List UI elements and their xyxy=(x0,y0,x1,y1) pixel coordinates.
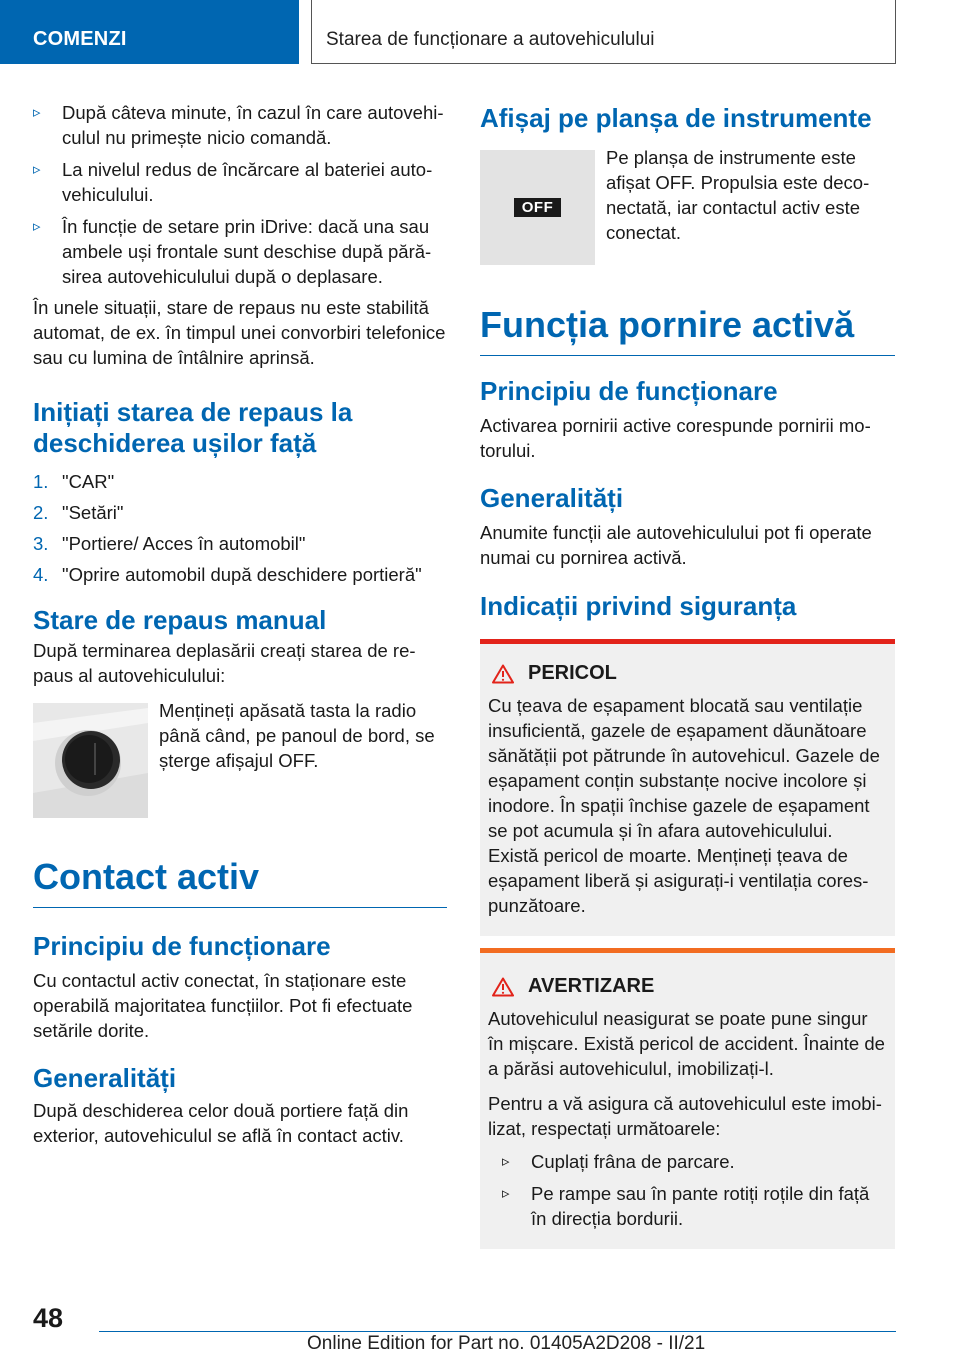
heading-display: Afișaj pe planșa de instrumente xyxy=(480,103,872,133)
chapter-title: Starea de funcționare a autovehiculului xyxy=(311,0,896,64)
left-column xyxy=(33,100,447,1148)
footer-divider xyxy=(99,1331,896,1332)
step-item: 2. "Setări" xyxy=(33,502,124,523)
section-tab: COMENZI xyxy=(0,0,299,64)
list-item: ▹ Cuplați frâna de parcare. xyxy=(502,1151,735,1172)
triangle-bullet-icon: ▹ xyxy=(502,1185,510,1202)
list-item: ▹ În funcție de setare prin iDrive: dacă una sau ambele uși frontale sunt deschise după părăsirea autovehiculului după o deplasare. xyxy=(33,216,432,287)
radio-button-instruction: Mențineți apăsată tasta la radio până când, pe panoul de bord, se șterge afișajul OFF. xyxy=(159,700,435,771)
steps-list xyxy=(33,469,447,587)
heading-safety: Indicații privind siguranța xyxy=(480,591,797,621)
list-item: ▹ La nivelul redus de încărcare al bateriei autovehiculului. xyxy=(33,159,433,205)
warning-triangle-icon xyxy=(492,977,514,997)
warning-title: AVERTIZARE xyxy=(488,975,887,998)
heading-init-sleep: Inițiați starea de repaus la deschiderea ușilor față xyxy=(33,397,353,458)
triangle-bullet-icon: ▹ xyxy=(33,161,41,178)
triangle-bullet-icon: ▹ xyxy=(33,104,41,121)
warning-text-1: Autovehiculul neasigurat se poate pune singur în mișcare. Există pericol de accident. Înainte de a părăsi autovehiculul, imobilizați-l. xyxy=(488,1008,885,1079)
step-item: 3. "Portiere/ Acces în automobil" xyxy=(33,533,306,554)
step-item: 4. "Oprire automobil după deschidere portieră" xyxy=(33,564,422,585)
warning-triangle-icon xyxy=(492,664,514,684)
list-item: ▹ Pe rampe sau în pante rotiți roțile din față în direcția bordurii. xyxy=(502,1183,870,1229)
edition-footer: Online Edition for Part no. 01405A2D208 - II/21 xyxy=(307,1333,706,1354)
triangle-bullet-icon: ▹ xyxy=(502,1153,510,1170)
list-item: ▹ După câteva minute, în cazul în care autovehiculul nu primește nicio comandă. xyxy=(33,102,444,148)
warning-bullets xyxy=(488,1149,887,1231)
heading-general-left: Generalități xyxy=(33,1063,177,1093)
off-display-image xyxy=(480,150,595,265)
danger-text: Cu țeava de eșapament blocată sau ventilație insuficientă, gazele de eșapament dăunătoare sănătății pot pătrunde în autovehicul. Gazele de eșapament conțin substanțe nocive incolore și inodore. În spații închise gazele de eșapament se pot acumula și în afara autovehiculului. Există pericol de moarte. Mențineți țeava de eșapament liberă și asigurați-i ventilația corespunzătoare. xyxy=(488,695,880,916)
display-text: Pe planșa de instrumente este afișat OFF. Propulsia este deconectată, iar contactul activ este conectat. xyxy=(606,147,870,243)
heading-manual-sleep: Stare de repaus manual xyxy=(33,605,327,635)
sleep-conditions-list xyxy=(33,100,447,289)
triangle-bullet-icon: ▹ xyxy=(33,218,41,235)
right-column xyxy=(480,100,895,1249)
heading-active-start: Funcția pornire activă xyxy=(480,303,895,356)
sleep-exceptions-paragraph: În unele situații, stare de repaus nu este stabilită automat, de ex. în timpul unei convorbiri telefonice sau cu lumina de întâlnire aprinsă. xyxy=(33,297,446,368)
warning-box xyxy=(480,948,895,1249)
off-indicator: OFF xyxy=(514,198,562,217)
heading-contact-active: Contact activ xyxy=(33,855,447,908)
danger-box xyxy=(480,639,895,936)
warning-text-2: Pentru a vă asigura că autovehiculul este imobilizat, respectați următoarele: xyxy=(488,1093,882,1139)
general-text-left: După deschiderea celor două portiere față din exterior, autovehiculul se află în contact activ. xyxy=(33,1100,409,1146)
off-display-figure xyxy=(480,147,895,265)
general-text-right: Anumite funcții ale autovehiculului pot fi operate numai cu pornirea activă. xyxy=(480,522,872,568)
danger-title: PERICOL xyxy=(488,662,887,685)
heading-general-right: Generalități xyxy=(480,483,624,513)
page-number: 48 xyxy=(33,1303,64,1333)
heading-principle-right: Principiu de funcționare xyxy=(480,376,778,406)
principle-text-right: Activarea pornirii active corespunde pornirii motorului. xyxy=(480,415,871,461)
principle-text-left: Cu contactul activ conectat, în staționare este operabilă majoritatea funcțiilor. Pot fi efectuate setările dorite. xyxy=(33,970,413,1041)
heading-principle-left: Principiu de funcționare xyxy=(33,931,331,961)
manual-sleep-text: După terminarea deplasării creați starea de repaus al autovehiculului: xyxy=(33,640,416,686)
radio-button-figure xyxy=(33,700,447,818)
radio-knob-image xyxy=(33,703,148,818)
step-item: 1. "CAR" xyxy=(33,471,115,492)
